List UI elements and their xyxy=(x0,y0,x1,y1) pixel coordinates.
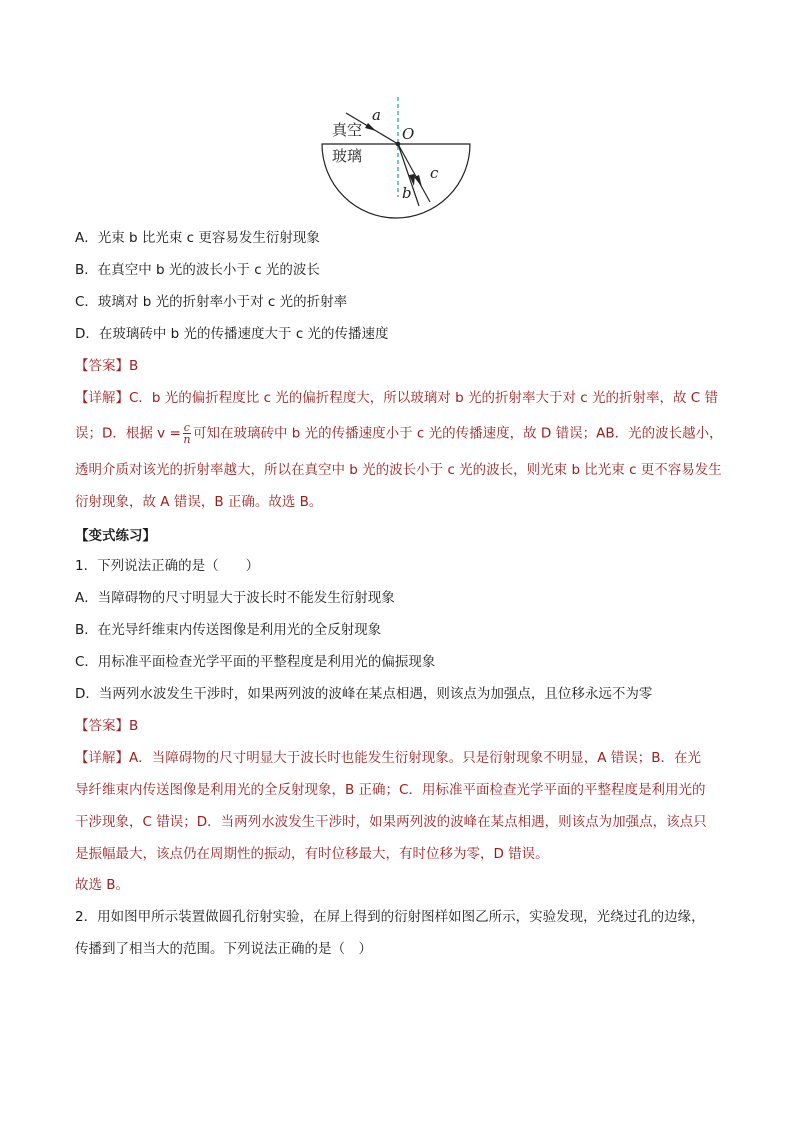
practice-q1-detail-1: 【详解】A．当障碍物的尺寸明显大于波长时也能发生衍射现象。只是衍射现象不明显，A 错误；B．在光 xyxy=(75,750,702,766)
practice-q1-option-b: B．在光导纤维束内传送图像是利用光的全反射现象 xyxy=(75,622,382,638)
label-a: a xyxy=(372,106,381,124)
label-b: b xyxy=(402,184,412,202)
practice-q1-detail-4: 是振幅最大，该点仍在周期性的振动，有时位移最大，有时位移为零，D 错误。 xyxy=(75,846,549,862)
practice-q1-detail-2: 导纤维束内传送图像是利用光的全反射现象，B 正确；C．用标准平面检查光学平面的平整程度是利用光的 xyxy=(75,782,706,798)
speed-fraction xyxy=(183,422,191,445)
practice-q2-line-2: 传播到了相当大的范围。下列说法正确的是（ ） xyxy=(75,941,372,957)
label-c: c xyxy=(430,164,439,182)
practice-q1-answer: 【答案】B xyxy=(75,718,139,734)
practice-q2-line-1: 2．用如图甲所示装置做圆孔衍射实验，在屏上得到的衍射图样如图乙所示，实验发现，光绕过孔的边缘， xyxy=(75,909,705,925)
practice-heading: 【变式练习】 xyxy=(75,528,156,544)
refraction-figure-svg xyxy=(318,95,478,220)
answer-label: 【答案】B xyxy=(75,358,139,374)
detail-line-2-post: 可知在玻璃砖中 b 光的传播速度小于 c 光的传播速度，故 D 错误；AB．光的波长越小， xyxy=(192,425,723,442)
option-d: D．在玻璃砖中 b 光的传播速度大于 c 光的传播速度 xyxy=(75,326,389,342)
option-b: B．在真空中 b 光的波长小于 c 光的波长 xyxy=(75,262,320,278)
practice-q1-stem: 1．下列说法正确的是（ ） xyxy=(75,558,260,574)
refraction-diagram xyxy=(318,95,478,224)
practice-q1-option-d: D．当两列水波发生干涉时，如果两列波的波峰在某点相遇，则该点为加强点，且位移永远不为零 xyxy=(75,686,653,702)
practice-q1-option-a: A．当障碍物的尺寸明显大于波长时不能发生衍射现象 xyxy=(75,590,395,606)
practice-q1-option-c: C．用标准平面检查光学平面的平整程度是利用光的偏振现象 xyxy=(75,654,436,670)
practice-q1-conclusion: 故选 B。 xyxy=(75,877,130,893)
detail-line-3: 透明介质对该光的折射率越大，所以在真空中 b 光的波长小于 c 光的波长，则光束 b 比光束 c 更不容易发生 xyxy=(75,462,722,478)
detail-line-2 xyxy=(75,422,723,445)
detail-line-2-pre: 误；D．根据 v = xyxy=(75,425,181,442)
label-o: O xyxy=(402,125,415,143)
fraction-denominator: n xyxy=(183,433,191,446)
detail-line-4: 衍射现象，故 A 错误，B 正确。故选 B。 xyxy=(75,494,323,510)
ray-c-arrow xyxy=(414,175,422,187)
option-a: A．光束 b 比光束 c 更容易发生衍射现象 xyxy=(75,230,320,246)
label-vacuum: 真空 xyxy=(332,121,363,139)
fraction-numerator: c xyxy=(183,421,190,434)
practice-q1-detail-3: 干涉现象，C 错误；D．当两列水波发生干涉时，如果两列波的波峰在某点相遇，则该点为加强点，该点只 xyxy=(75,814,707,830)
point-o xyxy=(396,142,401,147)
option-c: C．玻璃对 b 光的折射率小于对 c 光的折射率 xyxy=(75,294,348,310)
incident-arrow xyxy=(365,123,376,131)
detail-line-1: 【详解】C．b 光的偏折程度比 c 光的偏折程度大，所以玻璃对 b 光的折射率大于对 c 光的折射率，故 C 错 xyxy=(75,390,718,406)
label-glass: 玻璃 xyxy=(332,147,363,165)
